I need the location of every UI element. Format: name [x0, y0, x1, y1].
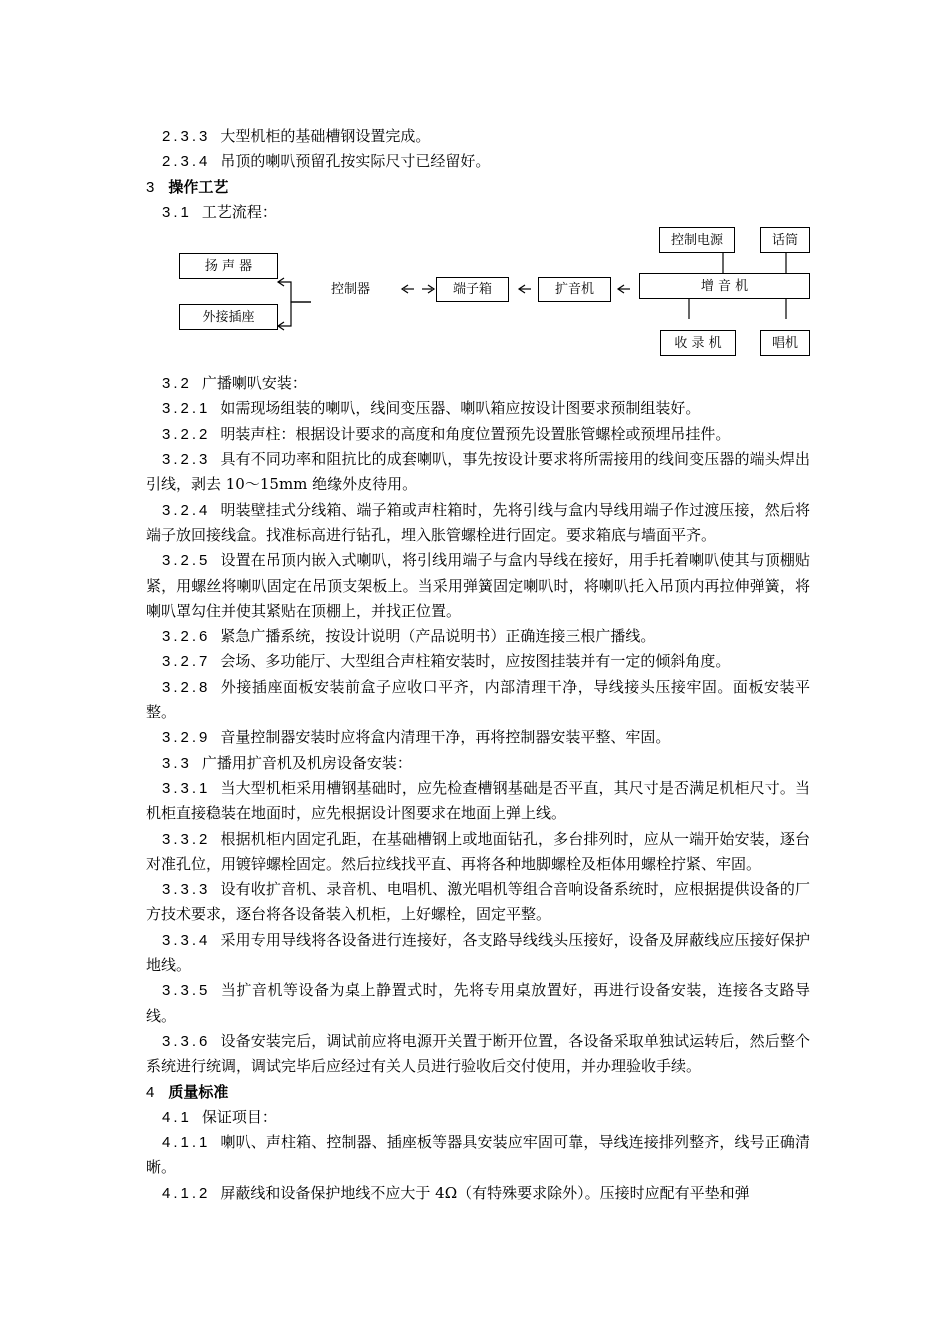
radio-recorder-box: 收 录 机: [660, 330, 736, 356]
paragraph-4-1-2: 4.1.2 屏蔽线和设备保护地线不应大于 4Ω（有特殊要求除外）。压接时应配有平垫和弹: [162, 1183, 750, 1202]
paragraph-4-1: 4.1 保证项目：: [162, 1107, 277, 1126]
process-flow-diagram: [146, 227, 810, 367]
external-socket-box: 外接插座: [179, 304, 278, 330]
microphone-box: 话筒: [760, 227, 810, 253]
paragraph-3-2-8: 3.2.8 外接插座面板安装前盒子应收口平齐，内部清理干净，导线接头压接牢固。面板安装平整。: [146, 677, 810, 722]
paragraph-4-1-1: 4.1.1 喇叭、声柱箱、控制器、插座板等器具安装应牢固可靠，导线连接排列整齐，线号正确清晰。: [146, 1133, 810, 1177]
paragraph-2-3-4: 2.3.4 吊顶的喇叭预留孔按实际尺寸已经留好。: [162, 152, 491, 171]
paragraph-3-2: 3.2 广播喇叭安装：: [162, 374, 307, 393]
amplifier-box: 扩音机: [538, 277, 611, 302]
controller-label: 控制器: [331, 282, 371, 298]
document-body: [146, 124, 810, 1206]
paragraph-3-3-6: 3.3.6 设备安装完后，调试前应将电源开关置于断开位置，各设备采取单独试运转后，然后整个系统进行统调，调试完毕后应经过有关人员进行验收后交付使用，并办理验收手续。: [146, 1031, 810, 1076]
speaker-box: 扬 声 器: [179, 253, 278, 279]
phonograph-box: 唱机: [760, 330, 810, 356]
terminal-box: 端子箱: [436, 277, 509, 302]
paragraph-3-2-1: 3.2.1 如需现场组装的喇叭，线间变压器、喇叭箱应按设计图要求预制组装好。: [162, 399, 701, 418]
paragraph-3-3: 3.3 广播用扩音机及机房设备安装：: [162, 753, 412, 772]
paragraph-2-3-3: 2.3.3 大型机柜的基础槽钢设置完成。: [162, 127, 431, 145]
paragraph-3-2-7: 3.2.7 会场、多功能厅、大型组合声柱箱安装时，应按图挂装并有一定的倾斜角度。: [162, 652, 731, 671]
booster-box: 增 音 机: [639, 273, 810, 299]
paragraph-3-3-3: 3.3.3 设有收扩音机、录音机、电唱机、激光唱机等组合音响设备系统时，应根据提供设备的厂方技术要求，逐台将各设备装入机柜，上好螺栓，固定平整。: [146, 880, 810, 924]
paragraph-3-2-5: 3.2.5 设置在吊顶内嵌入式喇叭，将引线用端子与盒内导线在接好，用手托着喇叭使其与顶棚贴紧，用螺丝将喇叭固定在吊顶支架板上。当采用弹簧固定喇叭时，将喇叭托入吊顶内再拉伸弹簧，将喇叭罩勾住并使其紧贴在顶棚上，并找正位置。: [146, 551, 810, 620]
paragraph-3-2-6: 3.2.6 紧急广播系统，按设计说明（产品说明书）正确连接三根广播线。: [162, 627, 656, 646]
paragraph-3-3-1: 3.3.1 当大型机柜采用槽钢基础时，应先检查槽钢基础是否平直，其尺寸是否满足机柜尺寸。当机柜直接稳装在地面时，应先根据设计图要求在地面上弹上线。: [146, 778, 810, 823]
paragraph-3-2-4: 3.2.4 明装壁挂式分线箱、端子箱或声柱箱时，先将引线与盒内导线用端子作过渡压接，然后将端子放回接线盒。找准标高进行钻孔，埋入胀管螺栓进行固定。要求箱底与墙面平齐。: [146, 500, 810, 544]
paragraph-3-3-4: 3.3.4 采用专用导线将各设备进行连接好，各支路导线线头压接好，设备及屏蔽线应压接好保护地线。: [146, 930, 810, 975]
paragraph-3-2-2: 3.2.2 明装声柱：根据设计要求的高度和角度位置预先设置胀管螺栓或预埋吊挂件。: [162, 424, 731, 443]
power-supply-box: 控制电源: [659, 227, 735, 253]
paragraph-3-2-3: 3.2.3 具有不同功率和阻抗比的成套喇叭，事先按设计要求将所需接用的线间变压器的端头焊出引线，剥去 10～15mm 绝缘外皮待用。: [146, 450, 810, 494]
section-heading-4: 4 质量标准: [146, 1082, 229, 1101]
paragraph-3-3-5: 3.3.5 当扩音机等设备为桌上静置式时，先将专用桌放置好，再进行设备安装，连接各支路导线。: [146, 981, 810, 1025]
paragraph-3-1: 3.1 工艺流程：: [162, 202, 277, 221]
paragraph-3-2-9: 3.2.9 音量控制器安装时应将盒内清理干净，再将控制器安装平整、牢固。: [162, 728, 671, 747]
paragraph-3-3-2: 3.3.2 根据机柜内固定孔距，在基础槽钢上或地面钻孔，多台排列时，应从一端开始安装，逐台对准孔位，用镀锌螺栓固定。然后拉线找平直、再将各种地脚螺栓及柜体用螺栓拧紧、牢固。: [146, 829, 810, 873]
section-heading-3: 3 操作工艺: [146, 177, 229, 196]
